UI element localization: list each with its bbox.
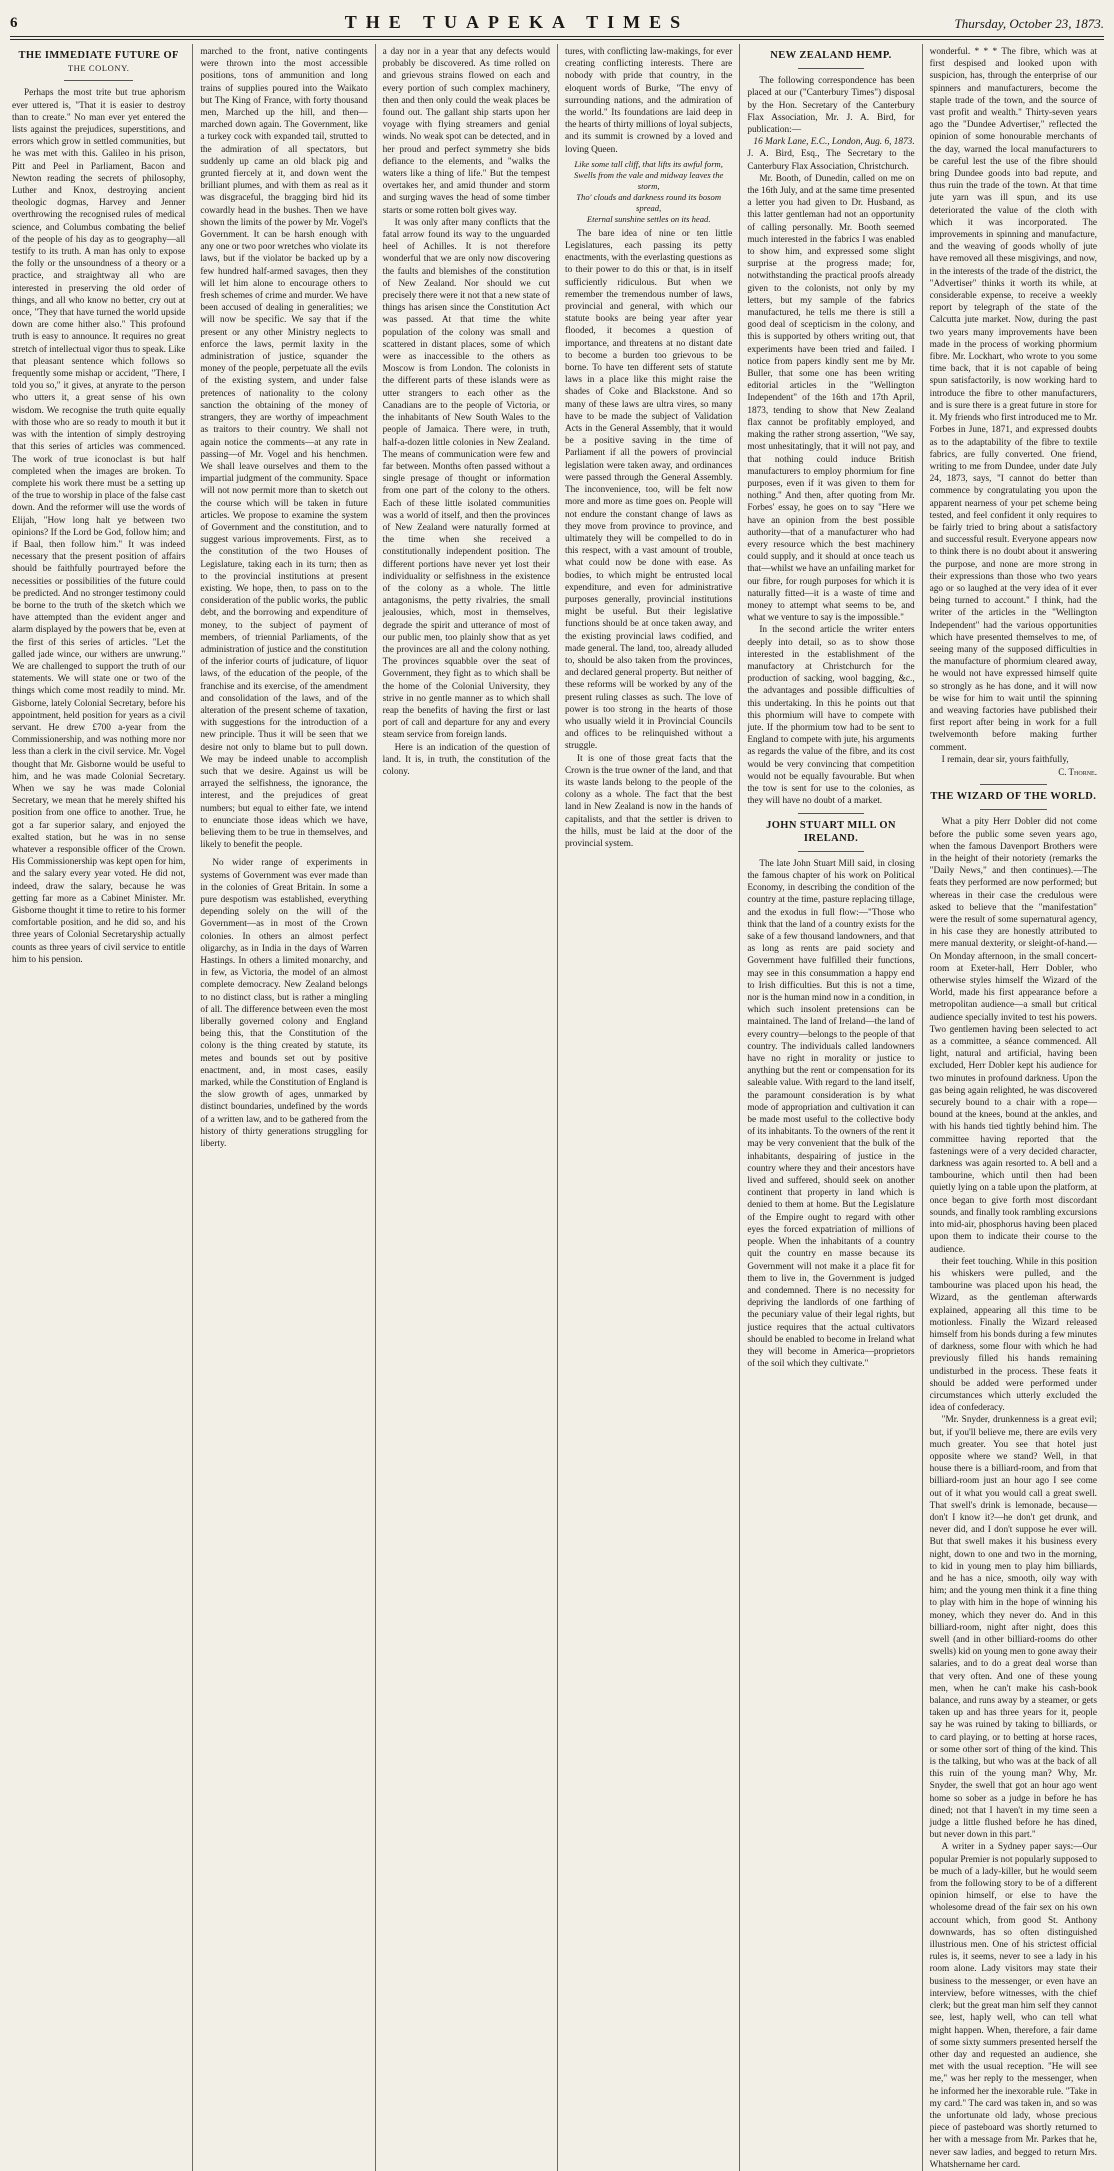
masthead — [10, 8, 1104, 37]
newspaper-title: THE TUAPEKA TIMES — [344, 12, 690, 32]
article-paragraph: In the second article the writer enters deeply into detail, so as to show those interested in the establishment of the manufactory at Christchurch for the production of sacking, wool bagging, &c., the advantages and possible difficulties of this undertaking. In this he points out that this phormium will have to compete with jute. If the phormium tow had to be sent to England to compete with jute, his arguments as regards the value of the fibre, and its cost would be very convincing that competition would not be equally favourable. But when the tow is sent for use to the colonies, as they will have no doubt of a market. — [747, 625, 915, 807]
article-title-wizard: THE WIZARD OF THE WORLD. — [930, 791, 1097, 803]
verse-line: Tho' clouds and darkness round its bosom spread, — [576, 191, 722, 213]
article-paragraph: tures, with conflicting law-makings, for ever creating conflicting interests. There are nobody with pride that country, in the eloquent words of Burke, "The envy of surrounding nations, and the admiration of the world." Its foundations are laid deep in the hearts of thirty millions of loyal subjects, and its summit is crowned by a loved and loving Queen. — [564, 47, 733, 155]
article-paragraph: marched to the front, native contingents were thrown into the most accessible positions, tons of ammunition and long trains of supplies poured into the Waikato but The King of France, with forty thousand men, Marched up the hill, and then—marched down again. The Government, like a turkey cock with expanded tail, strutted to the admiration of all spectators, but suddenly up came an old black pig and grunted fiercely at it, and down went the brilliant plumes, and with them as real as it was disgraceful, the bragging bird hid its cowardly head in the bushes. Then we have shown the limits of the power by Mr. Vogel's Government. It can be harsh enough with any one or two poor wretches who violate its laws, but if the violator be backed up by a few hundred half-armed savages, then they will let him alone to encourage others to fresh schemes of crime and murder. We have been accused of dealing in generalities; we will now be specific. We say that if the present or any other Ministry neglects to enforce the laws, permit laxity in the administration of justice, squander the money of the people, perpetuate all the evils of the existing system, and under false pretences of nationality to the colony sanction the obtaining of the money of strangers, they are worthy of impeachment as traitors to their country. We shall not again notice the comments—at any rate in passing—of Mr. Vogel and his henchmen. We shall leave ourselves and them to the impartial judgment of the community. Space will not now permit more than to sketch out the course which will be taken in future articles. We propose to examine the system of Government and the constitution, and to suggest various improvements. First, as to the constitution of the two Houses of Legislature, taking each in its turn; then as to the provincial institutions at present existing. We hope, then, to pass on to the consideration of the public works, the public debt, and the borrowing and expenditure of money, to the subject of payment of members, of triennial Parliaments, of the administration of justice and the constitution of the inferior courts of judicature, of liquor laws, of the education of the people, of the franchise and its exercise, of the amendment and consolidation of the laws, and of the alteration of the present scheme of taxation, with suggestions for the introduction of a new principle. Thus it will be seen that we desire not only to blame but to pull down. We may be indeed unable to accomplish such that we desire. Against us will be arrayed the selfishness, the ignorance, the interest, and the prejudices of great numbers; but equal to either fate, we intend to enunciate those ideas which we have, believing them to be true in themselves, and likely to benefit the people. — [200, 47, 368, 851]
letter-date: 16 Mark Lane, E.C., London, Aug. 6, 1873. — [753, 137, 915, 148]
article-paragraph: It is one of those great facts that the Crown is the true owner of the land, and that its waste lands belong to the people of the colony as a whole. The fact that the best land in New Zealand is now in the hands of capitalists, and that the settler is driven to the hills, must be laid at the door of the provincial system. — [564, 753, 733, 849]
verse-line: Swells from the vale and midway leaves the storm, — [573, 169, 724, 191]
article-title-hemp: NEW ZEALAND HEMP. — [770, 50, 892, 61]
column-3 — [375, 44, 557, 2171]
column-6 — [922, 44, 1104, 2171]
title-rule — [798, 68, 865, 69]
letter-signature: C. Thorne. — [1058, 766, 1097, 777]
article-divider — [798, 813, 865, 814]
article-paragraph: Here is an indication of the question of land. It is, in truth, the constitution of the colony. — [382, 742, 550, 777]
article-paragraph: No wider range of experiments in systems of Government was ever made than in the colonies of Great Britain. In some a pure despotism was established, everything depending solely on the will of the Government—as in most of the Crown colonies. In others an almost perfect oligarchy, as in India in the days of Warren Hastings. In others a limited monarchy, and in few, as Victoria, the model of an almost complete democracy. New Zealand belongs to no distinct class, but is rather a mingling of all. The difference between even the most liberally governed colony and England being this, that the Constitution of the colony is the thing created by statute, its metes and bounds set out by positive enactment, and, in most cases, easily marked, while the Constitution of England is the slow growth of ages, unmarked by distinct boundaries, undefined by the words of a written law, and to be gathered from the history of thirty generations struggling for liberty. — [200, 858, 368, 1150]
article-paragraph: The late John Stuart Mill said, in closing the famous chapter of his work on Political Economy, in describing the condition of the country at the time, pasture replacing tillage, and the exodus in full flow:—"Those who think that the land of a country exists for the sake of a few thousand landowners, and that as long as rents are paid society and Government have fulfilled their functions, may see in this consummation a happy end to Irish difficulties. But this is not a time, nor is the human mind now in a condition, in which such insolent pretensions can be maintained. The land of Ireland—the land of every country—belongs to the people of that country. The individuals called landowners have no right in morality or justice to anything but the rent or compensation for its saleable value. With regard to the land itself, the paramount consideration is by what mode of appropriation and cultivation it can be made most useful to the collective body of its inhabitants. To the owners of the rent it may be very convenient that the bulk of the inhabitants, despairing of justice in the country where they and their ancestors have lived and suffered, should seek on another continent that property in land which is denied to them at home. But the Legislature of the Empire ought to regard with other eyes the forced expatriation of millions of people. When the inhabitants of a country quit the country en masse because its Government will not make it a place fit for them to live in, the Government is judged and condemned. There is no necessity for depriving the landlords of one farthing of the pecuniary value of their legal rights, but justice requires that the actual cultivators should be enabled to become in Ireland what they will become in America—proprietors of the soil which they cultivate." — [747, 858, 915, 1370]
article-paragraph: wonderful. * * * The fibre, which was at first despised and looked upon with suspicion, has, through the enterprise of our spinners and manufacturers, become the staple trade of the town, and the source of vast profit and wealth." Thirty-seven years ago the "Dundee Advertiser," reflected the opinion of some honourable merchants of the day, warned the local manufacturers to be careful lest the use of the fibre should bring Dundee goods into bad repute, and thus ruin the trade of the town. At that time jute yarn was ill spun, and its use deteriorated the value of the cloth with which it was incorporated. The improvements in spinning and manufacture, and the weaving of goods wholly of jute have removed all these misgivings, and now, in the interests of the trade of the district, the "Advertiser" thinks it worth its while, at considerable expense, to receive a weekly report by telegraph of the state of the Calcutta jute market. Now, during the past two years many improvements have been made in the process of working phormium fibre. Mr. Lockhart, who wrote to you some time back, that it is not capable of being spun satisfactorily, is now working hard to introduce the fibre to other manufacturers, and is sure there is a great future in store for it. My friends who first introduced me to Mr. Forbes in June, 1871, and expressed doubts as to the adaptability of the fibre to textile fabrics, are fully converted. One friend, writing to me from Dundee, under date July 24, 1873, says, "I cannot do better than commence by congratulating you upon the apparent nearness of your pet scheme being tested, and feel confident it only requires to be fairly tried to bring about a satisfactory and successful result. Everyone appears now to think there is no doubt about it answering the purpose, and none are more strong in their expressions than those who two years ago or so laughed at the very idea of it ever being turned to account." I think, had the writer of the articles in the "Wellington Independent" had the various opportunities which have presented themselves to me, of seeing many of the supposed difficulties in the manufacture of phormium cleared away, he would not have expressed himself quite so strongly as he has done, and it will now be wise for him to wait until the spinning and weaving factories have published their first report after being in work for a full twelvemonth before making further comment. — [929, 47, 1097, 753]
article-paragraph: "Mr. Snyder, drunkenness is a great evil; but, if you'll believe me, there are evils very much greater. You see that hotel just opposite where we stand? Well, in that house there is a billiard-room, and from that billiard-room just an hour ago I see come out of it what you would call a great swell. That swell's drink is lemonade, because—don't I know it?—he don't get drunk, and never did, and I don't suppose he ever will. But that swell makes it his business every night, down to one and two in the morning, to kid in young men to play him billiards, and he has a nice, smooth, oily way with him; and the young men think it a fine thing to play with him in the hope of winning his money, which they never do. And in this billiard-room, night after night, does this swell (and in other billiard-rooms do other swells) kid on young men to gone away their salaries, and to do a great deal worse than that very often. And one of these young men, when he can't make his cash-book balance, and runs away by a steamer, or gets taken up and has three years for it, people say he was ruined by taking to billiards, or to card playing, or to betting at horse races, or some other sort of thing of the kind. This is the talking, but who was at the back of all this ruin of the young man? Why, Mr. Snyder, the swell that got an hour ago went home so sober as a judge in before he has dined; not that I haven't in my time seen a judge a little flushed before he has dined, but never down in this part." — [929, 1415, 1097, 1841]
article-paragraph: The bare idea of nine or ten little Legislatures, each passing its petty enactments, with the everlasting questions as to their power to do this or that, is in itself sufficiently ridiculous. But when we remember the tremendous number of laws, provincial and general, with which our statute books are being year after year flooded, it becomes a question of importance, and threatens at no distant date to become a burden too grievous to be borne. To have ten different sets of statute laws in a place like this might raise the shades of Coke and Blackstone. And so many of these laws are ultra vires, so many have to be made the subject of Validation Acts in the General Assembly, that it would be a positive saving in the time of Parliament if all the powers of provincial legislation were taken away, and ordinances were passed through the General Assembly. The inconvenience, too, will be felt now more and more as time goes on. People will not endure the constant change of laws as they move from province to province, and ultimately they will be compelled to do in this respect, with a vast amount of trouble, what could now be done with ease. As bodies, to which might be entrusted local expenditure, and even for administrative purposes generally, provincial institutions might be useful. But their legislative functions should be at once taken away, and the existing provincial laws codified, and made general. The land, too, already alluded to, should be also taken from the provinces, and declared general property. But neither of these reforms will be worked by any of the present ruling classes as such. The love of power is too strong in the hearts of those who usually wield it in Provincial Councils and offices to be relinquished without a struggle. — [564, 228, 733, 752]
issue-date: Thursday, October 23, 1873. — [954, 16, 1104, 31]
article-paragraph: a day nor in a year that any defects would probably be discovered. As time rolled on and grievous strains flowed on each and every portion of such complex machinery, then and then only could the weak places be found out. The gallant ship starts upon her voyage with flying streamers and genial winds. No weak spot can be detected, and in her proud and perfect symmetry she bids defiance to the elements, and "walks the waters like a thing of life." But the tempest overtakes her, and amid thunder and storm and surging waves the head of some timber starts or some rotten bolt gives way. — [382, 47, 550, 216]
column-2 — [192, 44, 374, 2171]
article-title-mill: JOHN STUART MILL ON IRELAND. — [766, 820, 896, 844]
verse-line: Eternal sunshine settles on its head. — [586, 213, 711, 224]
letter-closing: I remain, dear sir, yours faithfully, — [941, 754, 1069, 765]
column-4 — [557, 44, 739, 2171]
letter-salutation: J. A. Bird, Esq., The Secretary to the Canterbury Flax Association, Christchurch. — [747, 149, 915, 172]
article-subtitle-colony: THE COLONY. — [67, 63, 130, 74]
article-paragraph: A writer in a Sydney paper says:—Our popular Premier is not popularly supposed to be much of a lady-killer, but he would seem from the following story to be of a different opinion himself, or else to have the wholesome dread of the fair sex on his own account which, from good St. Anthony downwards, has so often distinguished illustrious men. One of his strictest official rules is, it seems, never to see a lady in his room alone. Lady visitors may state their business to the messenger, or even have an interview, before witnesses, with the chief clerk; but the great man him self they cannot see, lest, haply well, who can tell what might happen. When, therefore, a fair dame of some sixty summers presented herself the other day and requested an audience, she met with the usual reception. "He will see me," was her reply to the messenger, when he informed her the inexorable rule. "Take in my card." The card was taken in, and so was the unfortunate old lady, whose precious piece of pasteboard was shortly returned to her with a message from Mr. Parkes that he, never saw ladies, and begged to return Mrs. Whatshername her card. — [929, 1842, 1097, 2170]
article-divider — [980, 784, 1047, 785]
article-paragraph: It was only after many conflicts that the fatal arrow found its way to the unguarded heel of Achilles. It is not therefore wonderful that we are only now discovering the faults and blemishes of the constitution of New Zealand. Nor should we cut precisely there were it not that a new state of things has arisen since the Constitution Act was passed. At that time the white population of the colony was small and scattered in distant places, some of which were as inaccessible to the others as Moscow is from London. The colonists in the different parts of these islands were as utter strangers to each other as the Canadians are to the people of Victoria, or the inhabitants of New South Wales to the people of Jamaica. There were, in truth, half-a-dozen little colonies in New Zealand. The means of communication were few and far between. Months often passed without a single presage of thought or information from one part of the colony to the others. Each of these little isolated communities was a world of itself, and then the provinces of New Zealand were naturally formed at the time when she received a constitutionally independent position. The different portions have never yet lost their individuality or selfishness in the existence of the colony as a whole. The little antagonisms, the petty rivalries, the small jealousies, which, most in themselves, degrade the spirit and utterance of most of our public men, too plainly show that as yet the provinces are all and the colony nothing. The provinces squabble over the seat of Government, they fight as to which shall be the home of the Colonial University, they strive in no gentle manner as to which shall reap the benefits of having the first or last port of call and departure for any and every steam service from foreign lands. — [382, 217, 550, 741]
columns-container — [10, 44, 1104, 2170]
article-title-colony: THE IMMEDIATE FUTURE OF — [18, 50, 179, 61]
title-rule — [980, 809, 1047, 810]
title-rule — [798, 851, 865, 852]
article-paragraph: Mr. Booth, of Dunedin, called on me on the 16th July, and at the same time presented a letter you had given to Dr. Husband, as this latter gentleman had not an opportunity of calling personally. Mr. Booth seemed much interested in the fabrics I was enabled to show him, and expressed some slight surprise at the progress made; for, notwithstanding the practical proofs already given to the colonists, not only by my letters, but my sample of the fabrics manufactured, he tells me there is still a good deal of scepticism in the colony, and this is supported by others writing out, that experiments have been tried and failed. I notice from papers kindly sent me by Mr. Buller, that some one has been writing editorial articles in the "Wellington Independent" of the 16th and 17th April, 1873, tending to show that New Zealand flax cannot be profitably employed, and making the rather strong assertion, "We say, most unhesitatingly, that it will not pay, and that nothing could induce British manufacturers to employ phormium for fine purposes, even if it was given to them for nothing." And then, after quoting from Mr. Forbes' essay, he goes on to say "Here we have an opinion from the best possible authority—that of a manufacturer who had every resource which the best machinery could supply, and it should at once teach us that—whilst we have an unfailing market for our fibre, for rough purposes for which it is naturally fitted—it is a waste of time and money to attempt what seems to be, and what we venture to say is the impossible." — [747, 173, 915, 624]
title-rule — [64, 80, 133, 81]
column-5 — [739, 44, 921, 2171]
page-number: 6 — [10, 15, 18, 31]
article-paragraph: their feet touching. While in this position his whiskers were pulled, and the tambourine was placed upon his head, the Wizard, as the gentleman afterwards explained, appearing all this time to be motionless. Finally the Wizard released himself from his bonds during a few minutes of darkness, some flour with which he had previously filled his hands remaining undisturbed in the process. These feats it should be added were performed under circumstances which utterly excluded the idea of confederacy. — [929, 1256, 1097, 1414]
masthead-rule — [10, 39, 1104, 40]
article-paragraph: What a pity Herr Dobler did not come before the public some seven years ago, when the famous Davenport Brothers were in the height of their notoriety (remarks the "Daily News," and then continues).—The feats they performed are now performed; but whereas in their case the credulous were asked to believe that the "manifestation" were the result of some supernatural agency, in his case they are honestly attributed to mere manual dexterity, or sleight-of-hand.—On Monday afternoon, in the small concert-room at Exeter-hall, Herr Dobler, who otherwise styles himself the Wizard of the World, made his first appearance before a metropolitan audience—a small but critical audience specially invited to test his powers. Two gentlemen having been selected to act as a committee, a séance commenced. All light, natural and artificial, having been excluded, Herr Dobler kept his audience for two minutes in profound darkness. Upon the gas being again relighted, he was discovered securely bound to a chair with a rope—bound at the knees, bound at the ankles, and with his hands tied tightly behind him. The committee having reported that the fastenings were of a very decided character, darkness was again resorted to. A bell and a tambourine, which until then had been quietly lying on a table upon the platform, at once began to give forth most discordant sounds, and finally took rambling excursions into mid-air, phosphorus having been placed upon them to indicate their course to the audience. — [929, 817, 1097, 1255]
article-paragraph: Perhaps the most trite but true aphorism ever uttered is, "That it is easier to destroy than to create." No man ever yet entered the lists against the prejudices, superstitions, and errors which grow in settled communities, but he was met with this. Galileo in his prison, Pitt and Peel in Parliament, Bacon and Newton reading the secrets of philosophy, Luther and Knox, destroying ancient theologic dogmas, Harvey and Jenner overthrowing the recognised rules of medical science, and Columbus combating the belief of the people of his day as to geography—all testify to its truth. A man has only to expose the folly or the unsoundness of a theory or a practice, and straightway all who are interested in preserving the old order of things, and all who know no better, cry out at once, "They that have turned the world upside down are come hither also." This profound truth is easy to announce. It requires no great stretch of intellectual vigor thus to speak. Like that pleasant sentence which follows so frequently some mishap or accident, "There, I told you so," it gives, at anyrate to the person who utters it, a great sense of his own wisdom. We recognise the truth quite equally with those who are so ready to mouth it but it was with the intention of simply destroying that this series of articles was commenced. The work of true iconoclast is but half completed when the images are broken. To complete his work there must be a setting up of the true to worship in place of the false cast down. And the reformer will use the words of Elijah, "How long halt ye between two opinions? If the Lord be God, follow him; and if Baal, then follow him." It was indeed necessary that the present position of affairs should be faithfully pourtrayed before the necessities or possibilities of the future could be predicted. And no stronger testimony could be borne to the truth of the sketch which we have attempted than the evident anger and alarm displayed by the powers that be, even at the first of this series of articles. "Let the galled jade wince, our withers are unwrung." We are challenged to support the truth of our statements. We will state one or two of the things which come most readily to mind. Mr. Gisborne, lately Colonial Secretary, before his appointment, held position for years as a civil servant. He drew £700 a-year from the Commissionership, and was nothing more nor less than a clerk in the civil service. Mr. Vogel thought that Mr. Gisborne would be useful to him, and he was made Colonial Secretary. When we say he was made Colonial Secretary, we mean that he merely shifted his position from one office to another. True, he got a far superior salary, and enjoyed the exalted station, but he was in no sense whatever a responsible officer of the Crown. His Commissionership was kept open for him, and the salary every year voted. He did not, indeed, draw the salary, because he was getting far more as a Cabinet Minister. Mr. Gisborne thought it time to retire to his former comfortable position, and he did so, and his three years of Colonial Secretaryship actually counts as three years of civil service to entitle him to his pension. — [12, 88, 186, 965]
verse-quote — [565, 159, 732, 225]
column-1 — [10, 44, 192, 2171]
article-paragraph: The following correspondence has been placed at our ("Canterbury Times") disposal by the Hon. Secretary of the Canterbury Flax Association, Mr. J. A. Bird, for publication:— — [747, 76, 915, 136]
verse-line: Like some tall cliff, that lifts its awful form, — [574, 158, 723, 169]
